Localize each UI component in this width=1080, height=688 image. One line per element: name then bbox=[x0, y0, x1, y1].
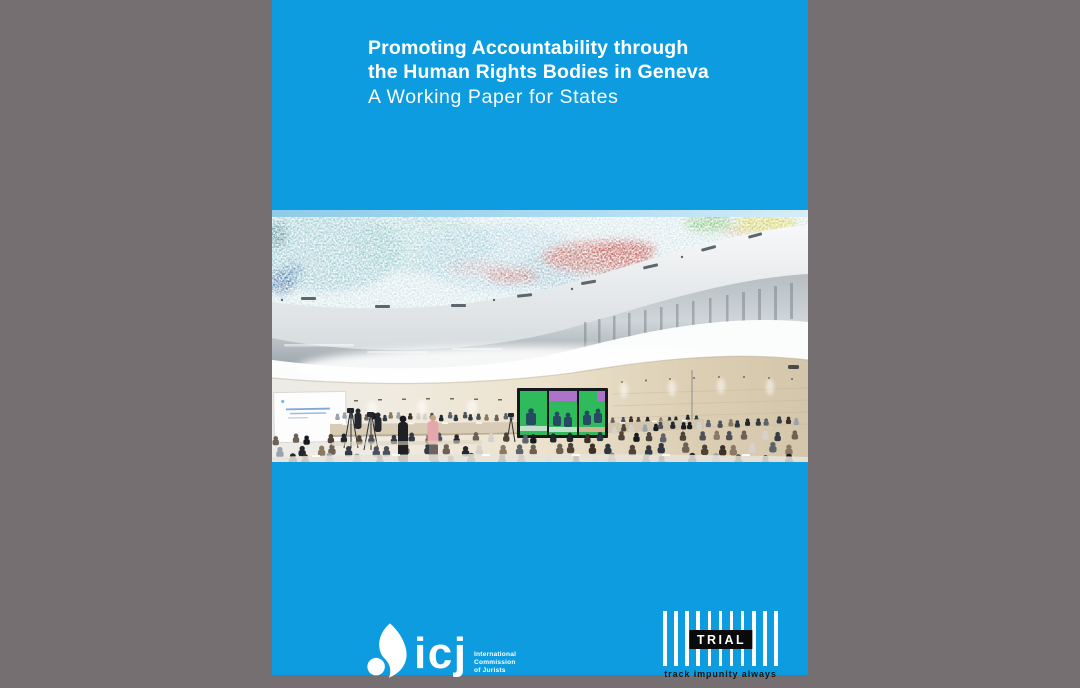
icj-org-line3: of Jurists bbox=[474, 666, 506, 674]
icj-logo bbox=[364, 618, 534, 688]
report-cover-page bbox=[272, 0, 808, 679]
icj-flame-icon bbox=[366, 622, 412, 685]
cover-title-line2: the Human Rights Bodies in Geneva bbox=[368, 61, 709, 83]
trial-tagline: track impunity always bbox=[664, 669, 777, 679]
cover-title-block bbox=[368, 36, 709, 109]
wall-lamp bbox=[788, 365, 799, 369]
chamber-photo bbox=[272, 210, 808, 462]
icj-wordmark: icj bbox=[414, 629, 468, 678]
photo-top-strip bbox=[272, 210, 808, 217]
trial-logo bbox=[663, 611, 778, 681]
video-screen bbox=[517, 388, 608, 438]
icj-org-line1: International bbox=[474, 651, 517, 658]
cover-title-line1: Promoting Accountability through bbox=[368, 37, 689, 59]
cover-subtitle: A Working Paper for States bbox=[368, 86, 619, 108]
standing-man-pink-shirt bbox=[428, 415, 439, 461]
icj-org-name bbox=[474, 651, 516, 674]
trial-wordmark: TRIAL bbox=[689, 630, 752, 649]
icj-org-line2: Commission bbox=[474, 658, 516, 666]
